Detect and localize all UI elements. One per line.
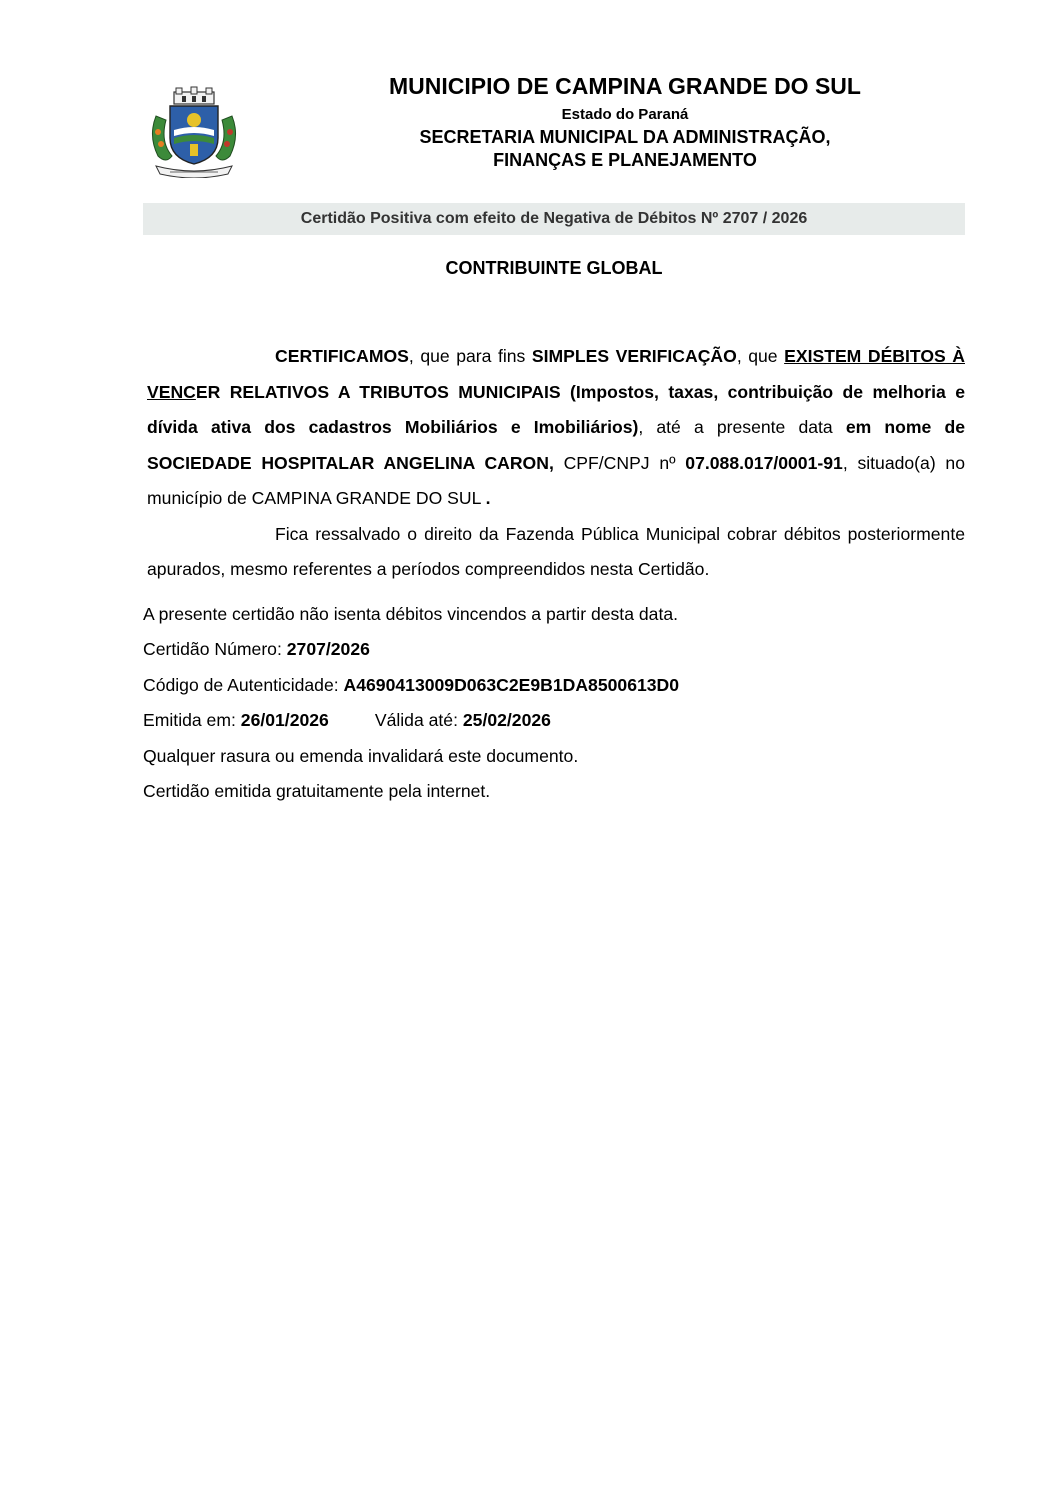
authenticity-code: A4690413009D063C2E9B1DA8500613D0 [343, 674, 680, 695]
authenticity-code-line: Código de Autenticidade: A4690413009D063C2E9B1DA8500613D0 [143, 674, 680, 695]
rasura-notice: Qualquer rasura ou emenda invalidará este documento. [143, 745, 579, 766]
valid-until-date: 25/02/2026 [462, 710, 551, 731]
free-issue-notice: Certidão emitida gratuitamente pela internet. [143, 780, 491, 801]
secretariat-line-1: SECRETARIA MUNICIPAL DA ADMINISTRAÇÃO, [419, 127, 831, 147]
secretariat-line-2: FINANÇAS E PLANEJAMENTO [493, 150, 757, 170]
reservation-paragraph: Fica ressalvado o direito da Fazenda Pública Municipal cobrar débitos posteriormente apurados, mesmo referentes a períodos compreendidos nesta Certidão. [147, 523, 965, 579]
state-subtitle: Estado do Paraná [561, 106, 689, 123]
certification-paragraph: CERTIFICAMOS, que para fins SIMPLES VERIFICAÇÃO, que EXISTEM DÉBITOS À VENCER RELATIVOS A TRIBUTOS MUNICIPAIS (Impostos, taxas, contribuição de melhoria e dívida ativa dos cadastros Mobiliários e Imobiliários), até a presente data em nome de SOCIEDADE HOSPITALAR ANGELINA CARON, CPF/CNPJ nº 07.088.017/0001-91, situado(a) no município de CAMPINA GRANDE DO SUL . [147, 346, 965, 508]
municipal-coat-of-arms-icon [146, 86, 242, 178]
certificate-title-banner: Certidão Positiva com efeito de Negativa de Débitos Nº 2707 / 2026 [143, 203, 965, 235]
certificate-number: 2707/2026 [286, 639, 370, 660]
non-exemption-note: A presente certidão não isenta débitos vincendos a partir desta data. [143, 604, 679, 624]
issue-date: 26/01/2026 [240, 710, 329, 731]
taxpayer-heading: CONTRIBUINTE GLOBAL [445, 258, 663, 278]
dates-line: Emitida em: 26/01/2026 Válida até: 25/02/2026 [143, 710, 551, 731]
municipality-title: MUNICIPIO DE CAMPINA GRANDE DO SUL [389, 73, 861, 99]
certificate-number-line: Certidão Número: 2707/2026 [143, 639, 370, 660]
certificate-details [143, 597, 963, 809]
certificate-body [147, 339, 965, 588]
